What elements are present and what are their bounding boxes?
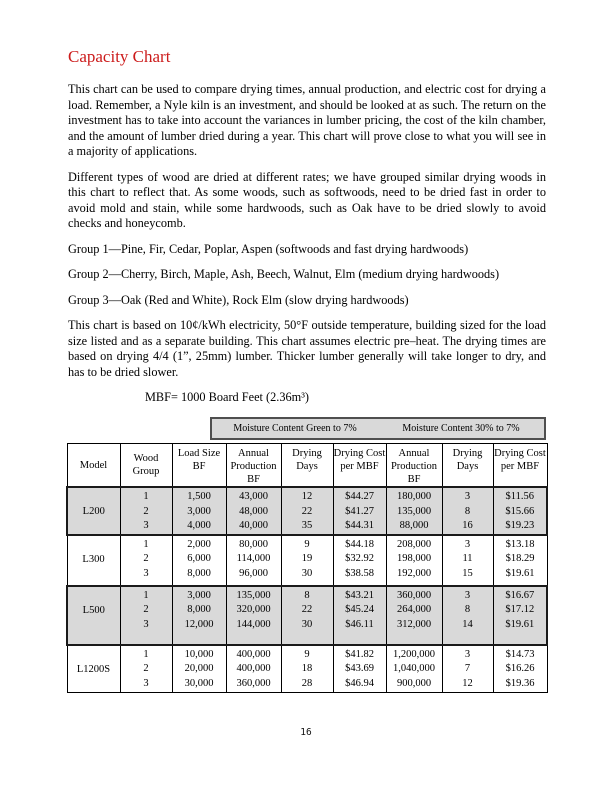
table-cell-line: 30,000	[184, 677, 214, 689]
table-cell	[281, 586, 333, 645]
table-cell	[442, 535, 493, 586]
table-cell-line: 30	[301, 567, 313, 579]
table-cell-line: $19.61	[505, 618, 535, 630]
table-cell-line: 360,000	[396, 589, 432, 601]
paragraph-intro: This chart can be used to compare drying times, annual production, and electric cost for drying a load. Remember, a Nyle kiln is an investment, and should be looked at as such. The return on the investment has to take into account the variances in lumber pricing, the cost of the kiln chamber, and the amount of lumber dried during a year. This chart will prove close to what you will see in a majority of applications.	[68, 82, 546, 158]
model-cell: L1200S	[67, 645, 120, 693]
table-cell-line: 3	[143, 677, 149, 689]
table-cell-line: 8	[304, 589, 310, 601]
table-cell-line: $46.11	[345, 618, 374, 630]
table-cell-line: 3	[464, 538, 471, 550]
table-cell	[442, 586, 493, 645]
table-cell-line: 35	[301, 520, 313, 531]
table-cell-line: 43,000	[239, 491, 268, 502]
table-cell-line: 3	[464, 491, 471, 502]
table-cell	[120, 645, 172, 693]
table-cell	[281, 645, 333, 693]
page-title: Capacity Chart	[68, 47, 171, 66]
table-cell-line: 198,000	[396, 553, 432, 564]
table-cell-line: $16.26	[505, 663, 535, 674]
table-cell-line: 4,000	[187, 520, 211, 531]
column-header-row	[67, 444, 547, 488]
table-cell-line: 18	[301, 663, 313, 674]
table-cell-line: 114,000	[236, 553, 271, 564]
table-cell-line: 8,000	[187, 567, 211, 579]
mbf-note: MBF= 1000 Board Feet (2.36m³)	[145, 390, 309, 404]
column-header: Annual Production BF	[386, 444, 442, 488]
table-cell-line: 15	[462, 567, 473, 579]
table-cell-line: 8	[464, 604, 471, 615]
table-cell-line: 360,000	[236, 677, 271, 689]
table-cell-line: $19.23	[505, 520, 535, 531]
table-cell	[120, 586, 172, 645]
table-cell	[226, 535, 281, 586]
table-cell	[386, 535, 442, 586]
table-cell	[281, 535, 333, 586]
table-cell-line: 2	[143, 553, 149, 564]
table-cell-line: 2,000	[187, 538, 211, 550]
table-cell	[493, 487, 547, 535]
table-cell-line: 19	[301, 553, 313, 564]
table-cell-line: 192,000	[396, 567, 432, 579]
table-cell-line: 40,000	[239, 520, 268, 531]
table-cell-line: $46.94	[345, 677, 374, 689]
table-cell-line: $16.67	[505, 589, 535, 601]
table-cell	[333, 645, 386, 693]
table-cell-line: 7	[464, 663, 471, 674]
model-cell: L500	[67, 586, 120, 645]
column-header: Model	[67, 444, 120, 488]
table-cell-line: 12,000	[184, 618, 214, 630]
table-cell-line: 900,000	[396, 677, 432, 689]
table-cell-line: $44.18	[345, 538, 374, 550]
table-cell-line: 3	[464, 648, 471, 660]
table-cell-line: 28	[301, 677, 313, 689]
moisture-green-label: Moisture Content Green to 7%	[233, 422, 357, 434]
column-header: Drying Days	[281, 444, 333, 488]
table-cell-line: 3,000	[187, 589, 211, 601]
table-cell	[226, 586, 281, 645]
table-cell-line: 208,000	[396, 538, 432, 550]
table-cell-line: $17.12	[505, 604, 535, 615]
table-cell	[442, 645, 493, 693]
table-cell	[172, 586, 226, 645]
table-cell	[442, 487, 493, 535]
table-cell-line: 30	[301, 618, 313, 630]
table-cell-line: 1	[143, 648, 149, 660]
table-cell-line: 48,000	[239, 505, 268, 517]
table-cell-line: 10,000	[184, 648, 214, 660]
table-cell	[226, 487, 281, 535]
group-3-line: Group 3—Oak (Red and White), Rock Elm (slow drying hardwoods)	[68, 292, 409, 307]
table-cell-line: 180,000	[396, 491, 432, 502]
table-cell-line: $32.92	[345, 553, 374, 564]
table-cell-line: $44.27	[345, 491, 374, 502]
column-header: Drying Cost per MBF	[493, 444, 547, 488]
table-cell-line: 400,000	[236, 648, 271, 660]
table-cell-line: $41.27	[345, 505, 374, 517]
group-1-line: Group 1—Pine, Fir, Cedar, Poplar, Aspen (softwoods and fast drying hardwoods)	[68, 241, 469, 256]
table-cell-line: 3	[143, 520, 149, 531]
table-cell	[493, 535, 547, 586]
table-cell-line: $44.31	[345, 520, 374, 531]
table-cell	[386, 586, 442, 645]
moisture-30pct-label: Moisture Content 30% to 7%	[402, 422, 520, 434]
table-cell-line: 264,000	[396, 604, 432, 615]
table-section-l500	[67, 586, 547, 645]
table-cell	[226, 645, 281, 693]
table-cell-line: 1,040,000	[393, 663, 435, 674]
table-cell-line: 2	[143, 604, 149, 615]
table-cell	[386, 645, 442, 693]
model-cell: L300	[67, 535, 120, 586]
table-cell-line: 3	[143, 567, 149, 579]
table-cell-line: $15.66	[505, 505, 535, 517]
table-cell-line: 320,000	[236, 604, 271, 615]
paragraph-assumptions: This chart is based on 10¢/kWh electricity, 50°F outside temperature, building sized for the load size listed and as a separate building. This chart assumes electric pre–heat. The drying times are based on drying 4/4 (1”, 25mm) lumber. Thicker lumber generally will take longer to dry, and has to be dried slower.	[68, 318, 546, 379]
capacity-table-body	[67, 487, 547, 693]
table-cell-line: 1	[143, 589, 149, 601]
table-cell-line: 1	[143, 491, 149, 502]
table-cell	[333, 586, 386, 645]
table-section-l200	[67, 487, 547, 535]
page-number: 16	[300, 727, 312, 738]
table-cell-line: $41.82	[345, 648, 374, 660]
table-cell-line: 312,000	[396, 618, 432, 630]
table-cell	[333, 535, 386, 586]
table-section-l300	[67, 535, 547, 586]
table-cell-line: 11	[462, 553, 473, 564]
table-cell-line: 6,000	[187, 553, 211, 564]
table-cell-line: 1	[143, 538, 149, 550]
model-cell: L200	[67, 487, 120, 535]
moisture-header-box	[210, 417, 546, 440]
table-cell-line: $43.21	[345, 589, 374, 601]
table-cell	[172, 487, 226, 535]
table-cell-line: 80,000	[239, 538, 268, 550]
table-cell-line: 2	[143, 505, 149, 517]
table-cell-line: 9	[304, 538, 310, 550]
table-cell	[493, 586, 547, 645]
table-section-l1200s	[67, 645, 547, 693]
capacity-table	[66, 443, 548, 693]
table-cell	[333, 487, 386, 535]
table-cell-line: 135,000	[396, 505, 432, 517]
table-cell-line: 88,000	[399, 520, 429, 531]
column-header: Drying Cost per MBF	[333, 444, 386, 488]
column-header: Load Size BF	[172, 444, 226, 488]
column-header: Annual Production BF	[226, 444, 281, 488]
table-cell-line: 22	[301, 505, 313, 517]
table-cell-line: $43.69	[345, 663, 374, 674]
table-cell-line: $19.36	[505, 677, 535, 689]
table-cell	[172, 645, 226, 693]
table-cell	[493, 645, 547, 693]
table-cell-line: $13.18	[505, 538, 535, 550]
table-cell-line: $11.56	[505, 491, 534, 502]
group-2-line: Group 2—Cherry, Birch, Maple, Ash, Beech, Walnut, Elm (medium drying hardwoods)	[68, 267, 500, 281]
table-cell-line: $18.29	[505, 553, 535, 564]
table-cell-line: $19.61	[505, 567, 535, 579]
table-cell-line: 8	[464, 505, 471, 517]
table-cell-line: 3,000	[187, 505, 211, 517]
table-cell-line: 135,000	[236, 589, 271, 601]
table-cell-line: 16	[462, 520, 473, 531]
table-cell-line: $38.58	[345, 567, 374, 579]
table-cell-line: 20,000	[184, 663, 214, 674]
table-cell-line: 12	[301, 491, 313, 502]
column-header: Wood Group	[120, 444, 172, 488]
table-cell	[172, 535, 226, 586]
table-cell-line: 22	[301, 604, 313, 615]
table-cell-line: 2	[143, 663, 149, 674]
table-cell-line: 96,000	[239, 567, 268, 579]
table-cell-line: 3	[143, 618, 149, 630]
table-cell	[281, 487, 333, 535]
table-cell-line: 400,000	[236, 663, 271, 674]
column-header: Drying Days	[442, 444, 493, 488]
table-cell-line: 1,200,000	[393, 648, 435, 660]
table-cell-line: 3	[464, 589, 471, 601]
table-cell	[120, 487, 172, 535]
table-cell-line: 9	[304, 648, 310, 660]
table-cell-line: 144,000	[236, 618, 271, 630]
text-block	[68, 46, 546, 406]
table-cell-line: $45.24	[345, 604, 374, 615]
table-cell-line: 8,000	[187, 604, 211, 615]
table-cell	[386, 487, 442, 535]
table-cell	[120, 535, 172, 586]
paragraph-grouping: Different types of wood are dried at different rates; we have grouped similar drying woods in this chart to reflect that. As some woods, such as softwoods, need to be dried fast in order to avoid mold and stain, while some hardwoods, such as Oak have to be dried slowly to avoid checks and honeycomb.	[68, 169, 546, 230]
table-cell-line: 1,500	[187, 491, 211, 502]
table-cell-line: 14	[462, 618, 473, 630]
table-cell-line: 12	[462, 677, 473, 689]
table-cell-line: $14.73	[505, 648, 535, 660]
